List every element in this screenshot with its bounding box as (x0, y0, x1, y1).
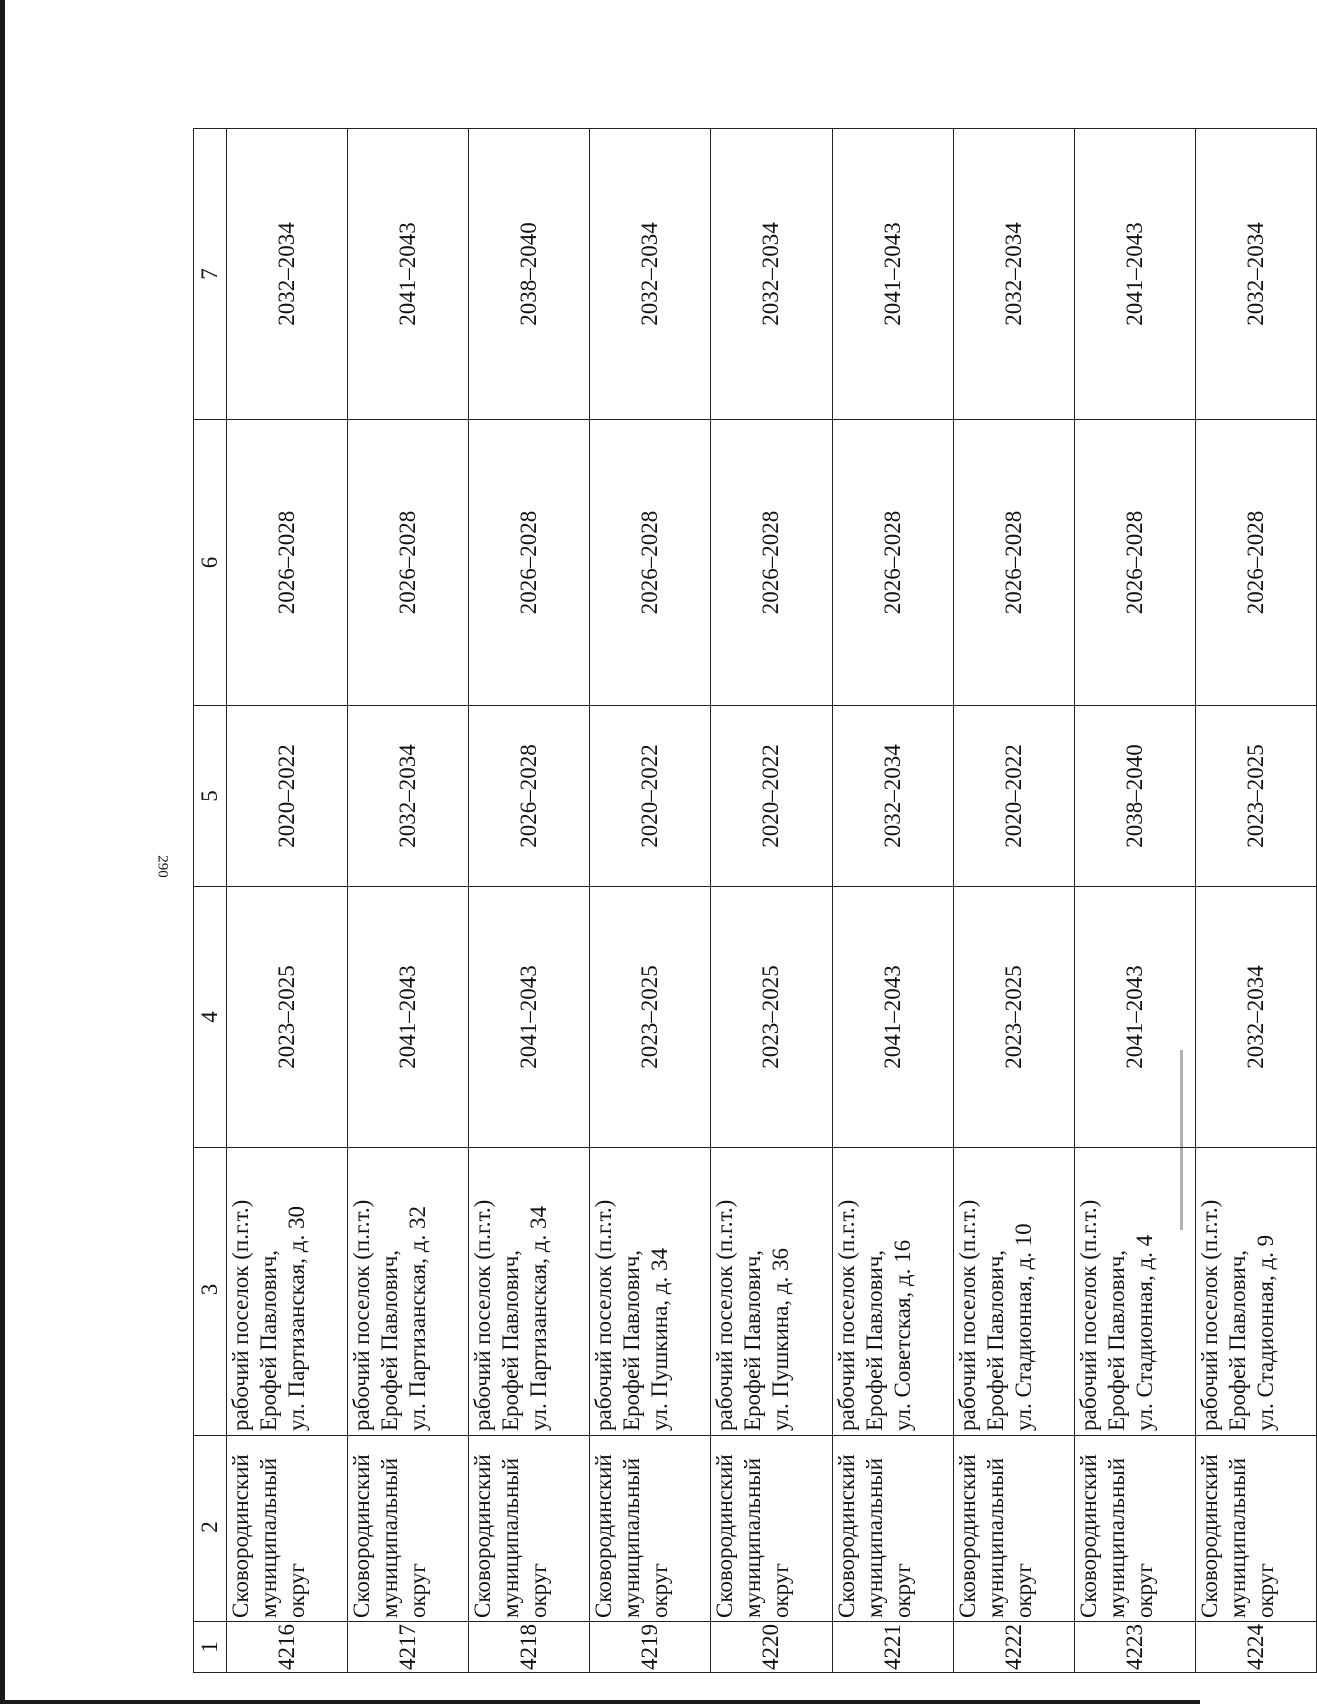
rotated-table (193, 138, 1317, 1673)
address-line: ул. Партизанская, д. 34 (526, 1206, 552, 1431)
address-line: ул. Советская, д. 16 (889, 1239, 915, 1431)
row-number-cell: 4220 (711, 1622, 832, 1673)
district-line: округ (284, 1563, 309, 1618)
address-line: Ерофей Павлович, (982, 1249, 1008, 1431)
header-cell: 5 (194, 706, 227, 887)
district-cell (227, 1436, 348, 1622)
col4-cell: 2041–2043 (832, 887, 953, 1148)
col6-cell: 2026–2028 (1195, 420, 1316, 706)
address-cell (227, 1148, 348, 1436)
col7-cell: 2032–2034 (590, 129, 711, 420)
address-line: ул. Пушкина, д. 36 (768, 1248, 794, 1431)
address-line: рабочий поселок (п.г.т.) (712, 1199, 738, 1431)
address-line: рабочий поселок (п.г.т.) (349, 1199, 375, 1431)
table-row (348, 129, 469, 1673)
district-line: муниципальный (861, 1457, 887, 1618)
col7-cell: 2032–2034 (711, 129, 832, 420)
address-line: рабочий поселок (п.г.т.) (591, 1199, 617, 1431)
page-number: 290 (154, 855, 171, 878)
table-row (711, 129, 832, 1673)
header-cell: 3 (194, 1148, 227, 1436)
address-cell (953, 1148, 1074, 1436)
header-row (194, 129, 227, 1673)
address-line: Ерофей Павлович, (256, 1249, 281, 1431)
table-row (953, 129, 1074, 1673)
col4-cell: 2023–2025 (953, 887, 1074, 1148)
district-line: муниципальный (377, 1457, 403, 1618)
address-line: Ерофей Павлович, (1103, 1249, 1129, 1431)
district-line: округ (768, 1563, 794, 1618)
scan-edge-bottom (0, 1700, 1200, 1704)
address-line: Ерофей Павлович, (498, 1249, 524, 1431)
table-row (1195, 129, 1316, 1673)
district-cell (832, 1436, 953, 1622)
district-cell (1074, 1436, 1195, 1622)
row-number-cell: 4223 (1074, 1622, 1195, 1673)
col7-cell: 2032–2034 (227, 129, 348, 420)
address-line: ул. Партизанская, д. 32 (405, 1206, 431, 1431)
table-row (1074, 129, 1195, 1673)
col6-cell: 2026–2028 (348, 420, 469, 706)
col7-cell: 2038–2040 (469, 129, 590, 420)
address-line: рабочий поселок (п.г.т.) (1196, 1199, 1222, 1431)
district-line: Сковородинский (591, 1454, 617, 1618)
header-cell: 6 (194, 420, 227, 706)
district-line: округ (1010, 1563, 1036, 1618)
address-line: Ерофей Павлович, (1224, 1249, 1250, 1431)
col4-cell: 2023–2025 (590, 887, 711, 1148)
district-line: округ (647, 1563, 673, 1618)
address-cell (1074, 1148, 1195, 1436)
col6-cell: 2026–2028 (711, 420, 832, 706)
col6-cell: 2026–2028 (953, 420, 1074, 706)
table-row (227, 129, 348, 1673)
table-body (227, 129, 1317, 1673)
header-cell: 7 (194, 129, 227, 420)
address-line: рабочий поселок (п.г.т.) (954, 1199, 980, 1431)
address-line: ул. Партизанская, д. 30 (284, 1206, 309, 1431)
col4-cell: 2041–2043 (469, 887, 590, 1148)
col6-cell: 2026–2028 (590, 420, 711, 706)
district-line: Сковородинский (1075, 1454, 1101, 1618)
col7-cell: 2041–2043 (1074, 129, 1195, 420)
district-line: округ (405, 1563, 431, 1618)
address-line: ул. Стадионная, д. 9 (1252, 1234, 1278, 1431)
col4-cell: 2023–2025 (711, 887, 832, 1148)
district-line: муниципальный (498, 1457, 524, 1618)
district-line: Сковородинский (833, 1454, 859, 1618)
district-line: Сковородинский (349, 1454, 375, 1618)
district-cell (590, 1436, 711, 1622)
table-row (469, 129, 590, 1673)
row-number-cell: 4221 (832, 1622, 953, 1673)
col4-cell: 2032–2034 (1195, 887, 1316, 1148)
district-line: округ (526, 1563, 552, 1618)
district-cell (1195, 1436, 1316, 1622)
address-line: рабочий поселок (п.г.т.) (833, 1199, 859, 1431)
address-cell (590, 1148, 711, 1436)
district-line: муниципальный (982, 1457, 1008, 1618)
col7-cell: 2032–2034 (1195, 129, 1316, 420)
address-line: ул. Стадионная, д. 10 (1010, 1223, 1036, 1431)
col4-cell: 2041–2043 (348, 887, 469, 1148)
address-line: ул. Стадионная, д. 4 (1131, 1234, 1157, 1431)
address-cell (832, 1148, 953, 1436)
row-number-cell: 4218 (469, 1622, 590, 1673)
col7-cell: 2032–2034 (953, 129, 1074, 420)
row-number-cell: 4224 (1195, 1622, 1316, 1673)
col4-cell: 2041–2043 (1074, 887, 1195, 1148)
district-line: Сковородинский (954, 1454, 980, 1618)
header-cell: 2 (194, 1436, 227, 1622)
row-number-cell: 4217 (348, 1622, 469, 1673)
address-cell (348, 1148, 469, 1436)
col5-cell: 2032–2034 (348, 706, 469, 887)
col6-cell: 2026–2028 (469, 420, 590, 706)
col5-cell: 2020–2022 (711, 706, 832, 887)
district-line: муниципальный (256, 1457, 281, 1618)
address-line: ул. Пушкина, д. 34 (647, 1248, 673, 1431)
col5-cell: 2020–2022 (227, 706, 348, 887)
district-line: Сковородинский (712, 1454, 738, 1618)
scan-edge-left (0, 0, 5, 1704)
district-line: муниципальный (619, 1457, 645, 1618)
col7-cell: 2041–2043 (348, 129, 469, 420)
col5-cell: 2023–2025 (1195, 706, 1316, 887)
row-number-cell: 4219 (590, 1622, 711, 1673)
col6-cell: 2026–2028 (227, 420, 348, 706)
header-cell: 1 (194, 1622, 227, 1673)
district-cell (711, 1436, 832, 1622)
col5-cell: 2038–2040 (1074, 706, 1195, 887)
address-line: Ерофей Павлович, (377, 1249, 403, 1431)
district-line: округ (1252, 1563, 1278, 1618)
address-cell (1195, 1148, 1316, 1436)
table-row (832, 129, 953, 1673)
col5-cell: 2026–2028 (469, 706, 590, 887)
district-line: округ (889, 1563, 915, 1618)
col6-cell: 2026–2028 (832, 420, 953, 706)
district-line: Сковородинский (470, 1454, 496, 1618)
data-table (193, 128, 1317, 1673)
col5-cell: 2020–2022 (953, 706, 1074, 887)
district-cell (469, 1436, 590, 1622)
address-cell (469, 1148, 590, 1436)
address-line: рабочий поселок (п.г.т.) (228, 1199, 253, 1431)
col7-cell: 2041–2043 (832, 129, 953, 420)
district-line: округ (1131, 1563, 1157, 1618)
district-line: муниципальный (740, 1457, 766, 1618)
district-line: Сковородинский (228, 1454, 253, 1618)
col4-cell: 2023–2025 (227, 887, 348, 1148)
table-row (590, 129, 711, 1673)
header-cell: 4 (194, 887, 227, 1148)
row-number-cell: 4216 (227, 1622, 348, 1673)
address-line: Ерофей Павлович, (861, 1249, 887, 1431)
col5-cell: 2020–2022 (590, 706, 711, 887)
address-line: Ерофей Павлович, (619, 1249, 645, 1431)
address-line: рабочий поселок (п.г.т.) (1075, 1199, 1101, 1431)
district-line: Сковородинский (1196, 1454, 1222, 1618)
district-line: муниципальный (1103, 1457, 1129, 1618)
district-cell (348, 1436, 469, 1622)
address-line: рабочий поселок (п.г.т.) (470, 1199, 496, 1431)
col5-cell: 2032–2034 (832, 706, 953, 887)
district-line: муниципальный (1224, 1457, 1250, 1618)
col6-cell: 2026–2028 (1074, 420, 1195, 706)
district-cell (953, 1436, 1074, 1622)
row-number-cell: 4222 (953, 1622, 1074, 1673)
address-line: Ерофей Павлович, (740, 1249, 766, 1431)
address-cell (711, 1148, 832, 1436)
